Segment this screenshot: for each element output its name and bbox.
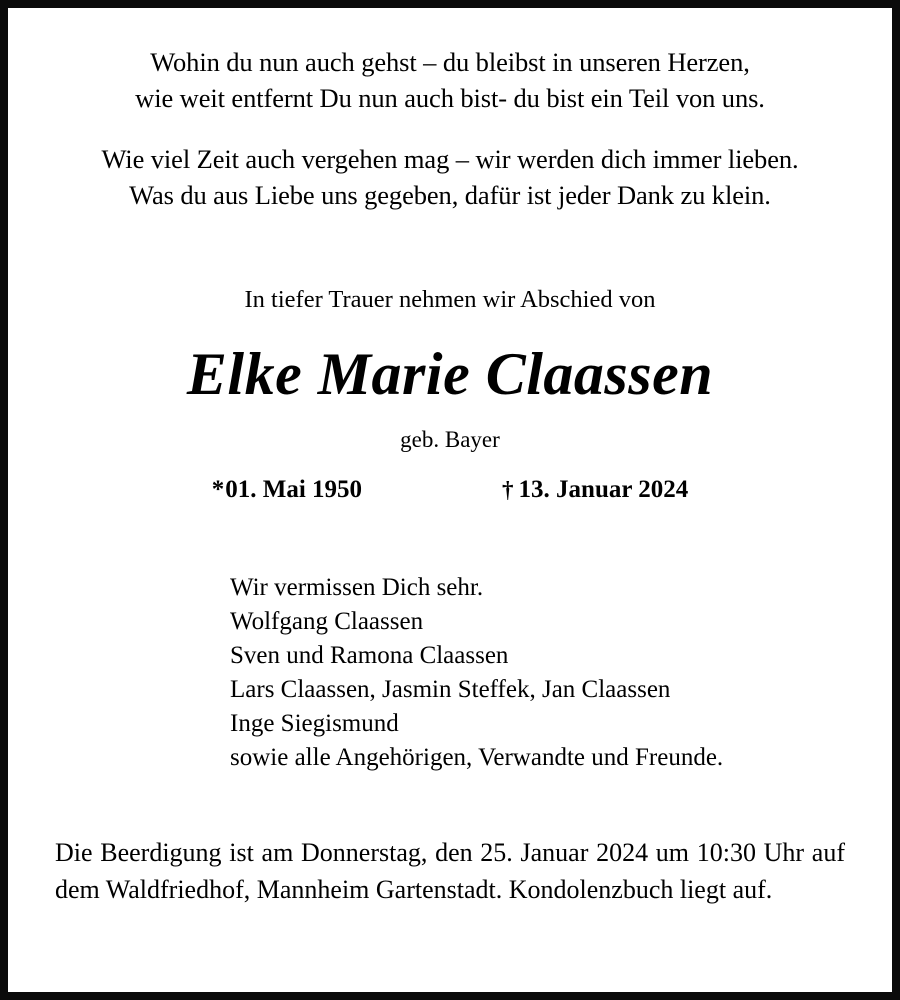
mourner-line: Wolfgang Claassen xyxy=(230,608,424,636)
verse-line: Was du aus Liebe uns gegeben, dafür ist jeder Dank zu klein. xyxy=(129,180,771,211)
obituary-sheet xyxy=(8,8,892,992)
death-date xyxy=(502,475,688,505)
life-dates xyxy=(48,475,852,505)
announcement-text: In tiefer Trauer nehmen wir Abschied von xyxy=(244,286,656,314)
verse-line: Wohin du nun auch gehst – du bleibst in unseren Herzen, xyxy=(150,47,750,77)
birth-date-text: 01. Mai 1950 xyxy=(225,476,363,504)
verse-stanza-2 xyxy=(48,141,852,213)
mourners-intro: Wir vermissen Dich sehr. xyxy=(230,574,484,602)
mourner-line: sowie alle Angehörigen, Verwandte und Freunde. xyxy=(230,744,724,772)
verse-line: Wie viel Zeit auch vergehen mag – wir werden dich immer lieben. xyxy=(101,144,799,175)
funeral-details xyxy=(48,835,852,909)
death-date-text: 13. Januar 2024 xyxy=(518,476,689,504)
mourners-list xyxy=(48,571,852,775)
mourner-line: Lars Claassen, Jasmin Steffek, Jan Claassen xyxy=(230,676,671,704)
deceased-name: Elke Marie Claassen xyxy=(186,340,714,407)
death-cross-icon: † xyxy=(502,477,514,503)
memorial-verse xyxy=(48,44,852,213)
mourner-line: Sven und Ramona Claassen xyxy=(230,642,509,670)
verse-stanza-1 xyxy=(48,44,852,116)
birth-date xyxy=(212,475,362,505)
funeral-details-text: Die Beerdigung ist am Donnerstag, den 25. Januar 2024 um 10:30 Uhr auf dem Waldfriedhof, Mannheim Gartenstadt. Kondolenzbuch liegt auf. xyxy=(55,838,845,905)
mourner-line: Inge Siegismund xyxy=(230,710,399,738)
maiden-name: geb. Bayer xyxy=(400,426,500,452)
birth-star-icon: * xyxy=(211,476,225,504)
verse-line: wie weit entfernt Du nun auch bist- du bist ein Teil von uns. xyxy=(135,83,765,114)
